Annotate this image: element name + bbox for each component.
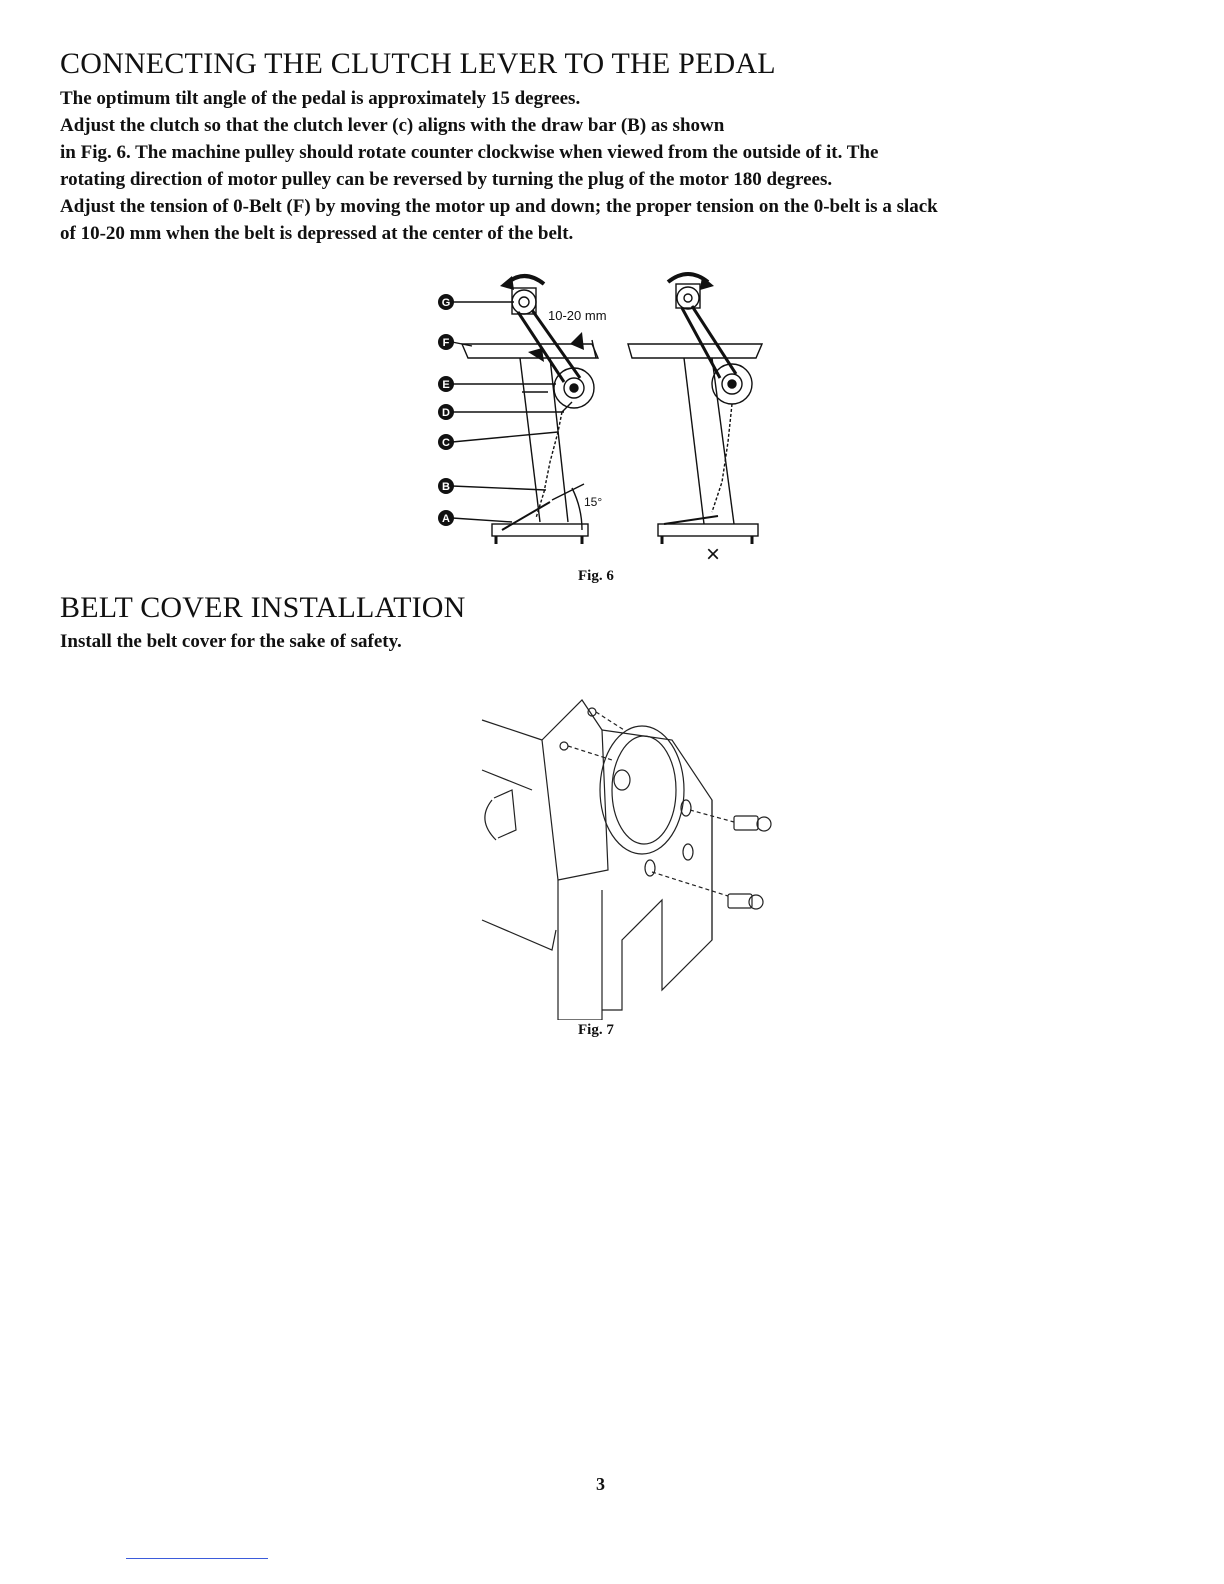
callout-f: F bbox=[442, 337, 450, 349]
instruction-line: Adjust the clutch so that the clutch lever (c) aligns with the draw bar (B) as shown bbox=[60, 115, 725, 136]
callout-d: D bbox=[442, 407, 450, 419]
section-heading-belt-cover: BELT COVER INSTALLATION bbox=[60, 591, 466, 624]
instruction-line: in Fig. 6. The machine pulley should rotate counter clockwise when viewed from the outside of it. The bbox=[60, 142, 879, 163]
figure-7-belt-cover-diagram bbox=[472, 690, 792, 1020]
belt-cover-instruction: Install the belt cover for the sake of safety. bbox=[60, 631, 402, 652]
figure-6-caption: Fig. 6 bbox=[578, 568, 614, 584]
clutch-instructions bbox=[60, 85, 1180, 247]
figure-6-pedal-diagram bbox=[432, 262, 772, 572]
section-heading-clutch: CONNECTING THE CLUTCH LEVER TO THE PEDAL bbox=[60, 47, 776, 80]
instruction-line: rotating direction of motor pulley can be reversed by turning the plug of the motor 180 degrees. bbox=[60, 169, 833, 190]
figure-7-caption: Fig. 7 bbox=[578, 1022, 614, 1038]
page-number: 3 bbox=[596, 1474, 605, 1494]
angle-label: 15° bbox=[584, 495, 603, 509]
slack-label: 10-20 mm bbox=[548, 308, 607, 323]
callout-g: G bbox=[441, 297, 451, 309]
callout-a: A bbox=[442, 513, 450, 525]
instruction-line: Adjust the tension of 0-Belt (F) by moving the motor up and down; the proper tension on the 0-belt is a slack bbox=[60, 196, 938, 217]
instruction-line: of 10-20 mm when the belt is depressed at the center of the belt. bbox=[60, 223, 574, 244]
footer-rule bbox=[126, 1558, 268, 1559]
wrong-mark: × bbox=[706, 541, 721, 568]
instruction-line: The optimum tilt angle of the pedal is approximately 15 degrees. bbox=[60, 88, 581, 109]
callout-b: B bbox=[442, 481, 450, 493]
callout-c: C bbox=[442, 437, 450, 449]
callout-e: E bbox=[442, 379, 450, 391]
